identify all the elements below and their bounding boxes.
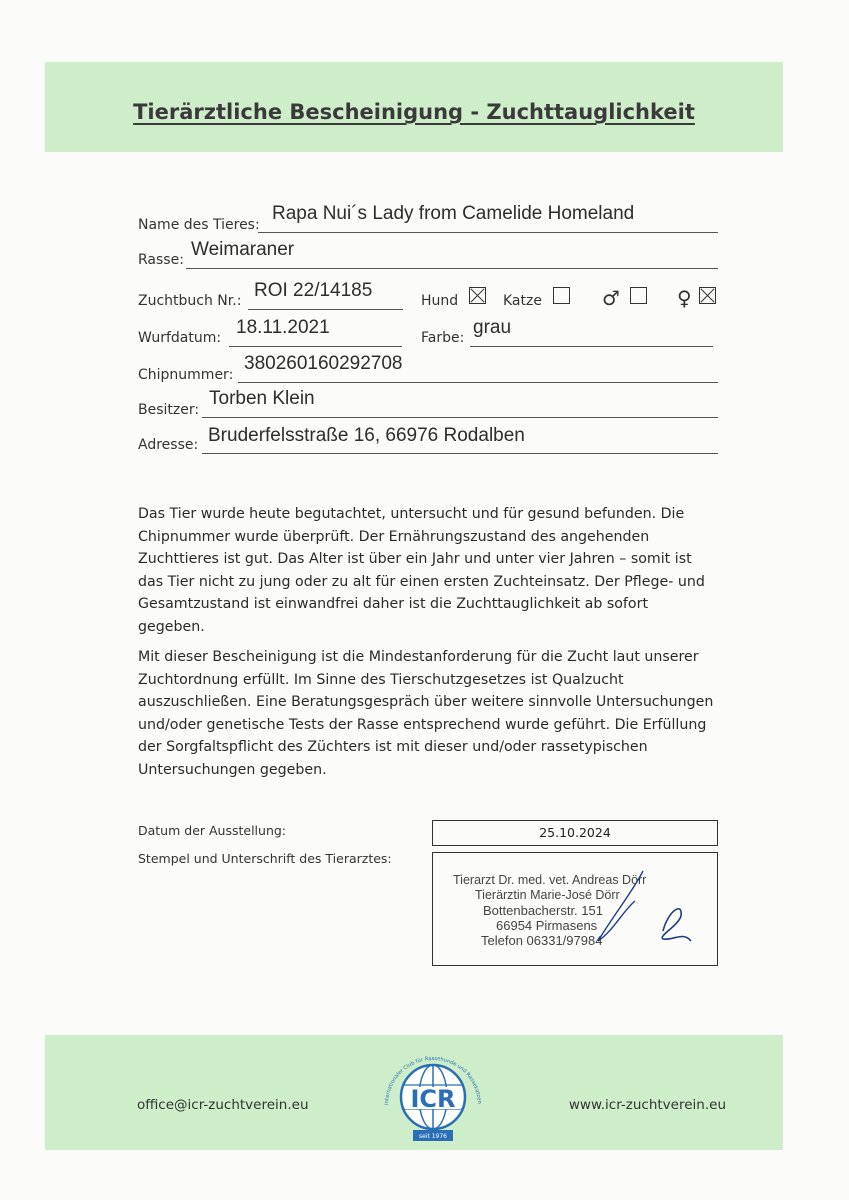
- male-icon: ♂: [602, 286, 620, 310]
- address-label: Adresse:: [138, 437, 199, 453]
- stamp-line-5: Telefon 06331/97984: [481, 933, 603, 948]
- color-value: grau: [473, 317, 512, 338]
- male-checkbox: [630, 287, 647, 304]
- chip-value: 380260160292708: [244, 353, 403, 374]
- stamp-line-4: 66954 Pirmasens: [496, 918, 598, 933]
- chip-label: Chipnummer:: [138, 367, 234, 383]
- chip-underline: [238, 382, 718, 383]
- icr-logo: [370, 1035, 496, 1147]
- owner-underline: [202, 417, 718, 418]
- issue-date-box: [432, 820, 718, 846]
- cat-checkbox: [553, 287, 570, 304]
- stamp-signature-box: [432, 852, 718, 966]
- body-paragraph-2: Mit dieser Bescheinigung ist die Mindestanforderung für die Zucht laut unserer Zuchtordnung erfüllt. Im Sinne des Tierschutzgesetzes ist Qualzucht auszuschließen. Eine Beratungsgespräch über weitere sinnvolle Untersuchungen und/oder genetische Tests der Rasse entsprechend wurde geführt. Die Erfüllung der Sorgfaltspflicht des Züchters ist mit dieser und/oder rassetypischen Untersuchungen gegeben.: [138, 649, 714, 778]
- breed-underline: [186, 268, 718, 269]
- footer-website: www.icr-zuchtverein.eu: [568, 1097, 726, 1113]
- studbook-value: ROI 22/14185: [254, 280, 373, 301]
- stamp-line-2: Tierärztin Marie-José Dörr: [475, 888, 620, 902]
- icr-logo-ring-text: Internationaler Club für Rassehunde und Rassekatzen: [383, 1055, 483, 1106]
- breed-value: Weimaraner: [191, 239, 295, 260]
- studbook-underline: [248, 309, 403, 310]
- name-value: Rapa Nui´s Lady from Camelide Homeland: [272, 203, 635, 224]
- body-paragraph-1: Das Tier wurde heute begutachtet, untersucht und für gesund befunden. Die Chipnummer wurde überprüft. Der Ernährungszustand des angehenden Zuchttieres ist gut. Das Alter ist über ein Jahr und unter vier Jahren – somit ist das Tier nicht zu jung oder zu alt für einen ersten Zuchteinsatz. Der Pflege- und Gesamtzustand ist einwandfrei daher ist die Zuchttauglichkeit ab sofort gegeben.: [138, 506, 705, 635]
- header-band: [45, 62, 783, 152]
- footer-email: office@icr-zuchtverein.eu: [137, 1097, 309, 1113]
- icr-logo-text: ICR: [410, 1085, 456, 1113]
- issue-date-value: 25.10.2024: [539, 825, 611, 840]
- birth-value: 18.11.2021: [236, 317, 330, 338]
- signature-label: Stempel und Unterschrift des Tierarztes:: [138, 851, 392, 866]
- document-title: Tierärztliche Bescheinigung - Zuchttauglichkeit: [133, 100, 695, 124]
- footer-band: [45, 1035, 783, 1150]
- dog-label: Hund: [421, 293, 459, 309]
- dog-checkbox: [469, 287, 486, 304]
- name-underline: [258, 232, 718, 233]
- owner-value: Torben Klein: [209, 388, 315, 409]
- studbook-label: Zuchtbuch Nr.:: [138, 293, 242, 309]
- name-label: Name des Tieres:: [138, 217, 260, 233]
- cat-label: Katze: [503, 293, 542, 309]
- owner-label: Besitzer:: [138, 402, 200, 418]
- address-value: Bruderfelsstraße 16, 66976 Rodalben: [208, 425, 525, 446]
- color-label: Farbe:: [421, 330, 465, 346]
- address-underline: [202, 453, 718, 454]
- breed-label: Rasse:: [138, 252, 184, 268]
- color-underline: [470, 346, 713, 347]
- issue-date-label: Datum der Ausstellung:: [138, 823, 287, 838]
- icr-logo-globe-icon: [370, 1035, 496, 1147]
- female-icon: ♀: [677, 286, 692, 310]
- birth-underline: [229, 346, 402, 347]
- icr-logo-since: seit 1976: [418, 1133, 448, 1140]
- signature-scribble: [563, 861, 713, 961]
- birth-label: Wurfdatum:: [138, 330, 222, 346]
- female-checkbox: [699, 287, 716, 304]
- stamp-line-1: Tierarzt Dr. med. vet. Andreas Dörr: [453, 873, 647, 887]
- stamp-line-3: Bottenbacherstr. 151: [483, 903, 603, 918]
